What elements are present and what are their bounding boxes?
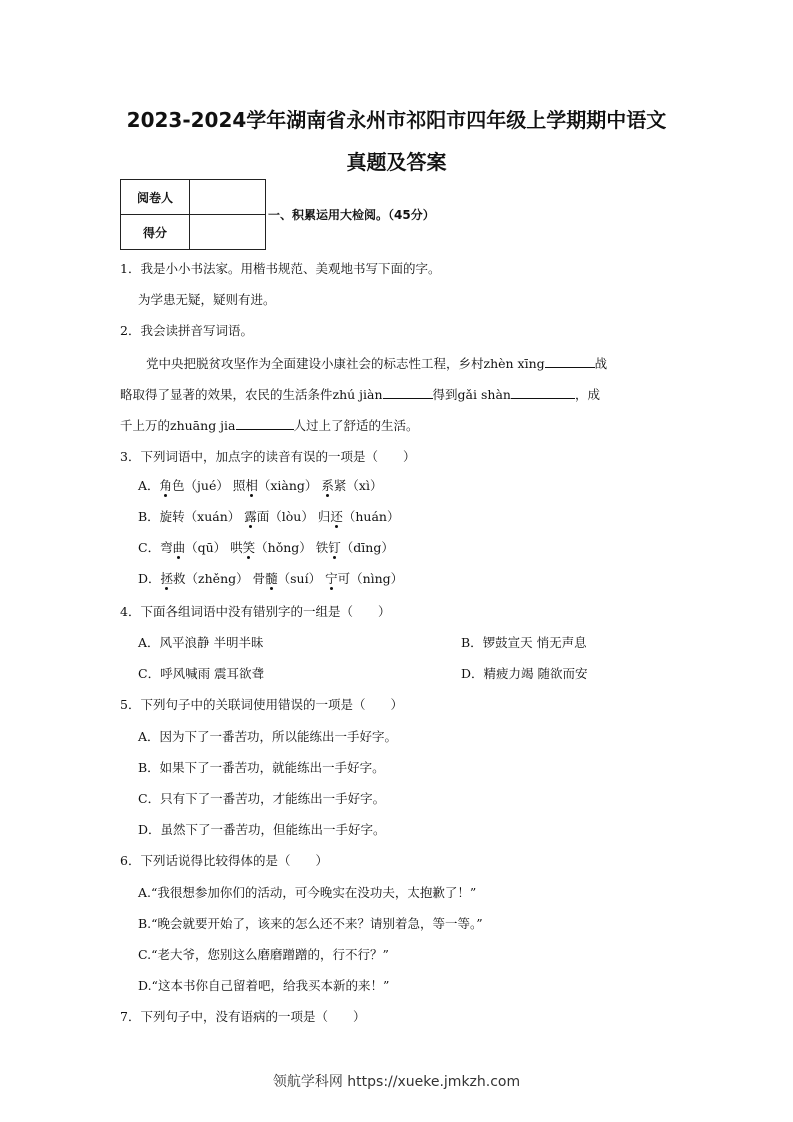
question-4-stem: 4．下面各组词语中没有错别字的一组是（ ） — [120, 604, 391, 619]
dotted-char: 拯 — [160, 571, 174, 586]
question-1-stem: 1．我是小小书法家。用楷书规范、美观地书写下面的字。 — [120, 261, 441, 276]
score-label: 得分 — [121, 215, 190, 250]
question-3-stem: 3．下列词语中，加点字的读音有误的一项是（ ） — [120, 449, 416, 464]
q2-text: 得到gǎi shàn — [432, 387, 511, 402]
option-text: （dīng） — [340, 540, 394, 555]
q6-option-b: B.“晚会就要开始了，该来的怎么还不来？请别着急，等一等。” — [138, 916, 483, 931]
q4-option-d: D．精疲力竭 随欲而安 — [461, 666, 588, 681]
reviewer-cell — [190, 180, 266, 215]
dotted-char: 系 — [321, 478, 334, 493]
dotted-char: 宁 — [325, 571, 338, 586]
q2-text: 千上万的zhuāng jia — [120, 418, 236, 433]
option-text: 可（nìng） — [337, 571, 404, 586]
option-text: D． — [138, 571, 161, 586]
q2-text: 略取得了显著的效果，农民的生活条件zhú jiàn — [120, 387, 383, 402]
score-cell — [190, 215, 266, 250]
question-2-line2 — [120, 386, 600, 403]
q6-option-a: A.“我很想参加你们的活动，可今晚实在没功夫，太抱歉了！” — [138, 885, 477, 900]
q6-option-c: C.“老大爷，您别这么磨磨蹭蹭的，行不行？” — [138, 947, 389, 962]
q5-option-a: A．因为下了一番苦功，所以能练出一手好字。 — [138, 729, 398, 744]
page-title-line2: 真题及答案 — [346, 150, 447, 174]
option-text: 色（jué） 照 — [172, 478, 246, 493]
answer-blank-2[interactable] — [383, 386, 433, 399]
q3-option-a — [138, 478, 382, 494]
question-2-line1 — [146, 355, 607, 372]
q2-text: 战 — [594, 356, 608, 371]
dotted-char: 露 — [244, 509, 257, 524]
option-text: （huán） — [342, 509, 400, 524]
page-title: 2023-2024学年湖南省永州市祁阳市四年级上学期期中语文 — [126, 108, 667, 132]
question-1-text: 为学患无疑，疑则有进。 — [138, 292, 276, 307]
q5-option-d: D．虽然下了一番苦功，但能练出一手好字。 — [138, 822, 386, 837]
q4-option-b: B．锣鼓宣天 悄无声息 — [461, 635, 587, 650]
section-heading: 一、积累运用大检阅。（45分） — [268, 208, 435, 222]
dotted-char: 相 — [245, 478, 258, 493]
q5-option-b: B．如果下了一番苦功，就能练出一手好字。 — [138, 760, 385, 775]
question-2-stem: 2．我会读拼音写词语。 — [120, 323, 253, 338]
option-text: （suí） — [277, 571, 326, 586]
question-2-line3 — [120, 417, 419, 434]
option-text: A． — [138, 478, 160, 493]
option-text: 救（zhěng） 骨 — [173, 571, 266, 586]
question-6-stem: 6．下列话说得比较得体的是（ ） — [120, 853, 328, 868]
q3-option-c — [138, 540, 394, 556]
option-text: C．弯 — [138, 540, 173, 555]
dotted-char: 笑 — [242, 540, 256, 555]
dotted-char: 钉 — [328, 540, 341, 555]
dotted-char: 曲 — [172, 540, 186, 555]
q4-option-c: C．呼风喊雨 震耳欲聋 — [138, 666, 265, 681]
q2-text: 人过上了舒适的生活。 — [293, 418, 419, 433]
reviewer-label: 阅卷人 — [121, 180, 190, 215]
question-5-stem: 5．下列句子中的关联词使用错误的一项是（ ） — [120, 697, 403, 712]
q6-option-d: D.“这本书你自己留着吧，给我买本新的来！” — [138, 978, 390, 993]
answer-blank-1[interactable] — [545, 355, 595, 368]
dotted-char: 髓 — [265, 571, 278, 586]
q3-option-b — [138, 509, 399, 525]
footer-link[interactable]: 领航学科网 https://xueke.jmkzh.com — [272, 1074, 521, 1090]
option-text: 面（lòu） 归 — [256, 509, 331, 524]
q2-text: ，成 — [574, 387, 600, 402]
question-7-stem: 7．下列句子中，没有语病的一项是（ ） — [120, 1009, 366, 1024]
option-text: 紧（xì） — [333, 478, 383, 493]
q5-option-c: C．只有下了一番苦功，才能练出一手好字。 — [138, 791, 386, 806]
q2-text: 党中央把脱贫攻坚作为全面建设小康社会的标志性工程，乡村zhèn xīng — [146, 356, 545, 371]
score-table — [120, 179, 266, 250]
option-text: （qū） 哄 — [185, 540, 243, 555]
q4-option-a: A．风平浪静 半明半昧 — [138, 635, 264, 650]
q3-option-d — [138, 571, 403, 587]
dotted-char: 角 — [159, 478, 173, 493]
answer-blank-3[interactable] — [511, 386, 575, 399]
dotted-char: 还 — [330, 509, 343, 524]
option-text: （hǒng） 铁 — [255, 540, 329, 555]
option-text: B．旋转（xuán） — [138, 509, 245, 524]
answer-blank-4[interactable] — [236, 417, 294, 430]
option-text: （xiàng） — [257, 478, 322, 493]
